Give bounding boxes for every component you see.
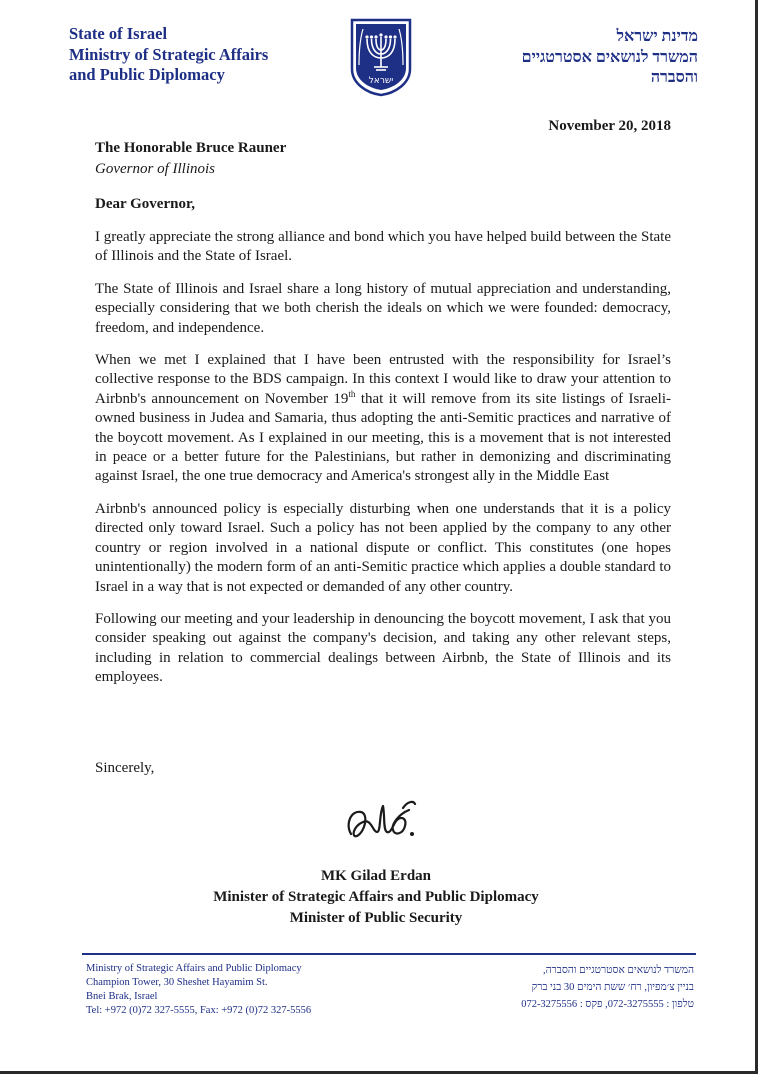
letterhead-english (69, 24, 268, 86)
paragraph-3 (95, 351, 671, 487)
addressee-name: The Honorable Bruce Rauner (95, 140, 287, 156)
letterhead-line-hebrew: והסברה (650, 69, 698, 86)
ordinal-suffix: th (348, 388, 356, 399)
addressee-block (95, 138, 286, 180)
salutation: Dear Governor, (95, 196, 195, 212)
letter-date: November 20, 2018 (548, 118, 671, 134)
footer-line-hebrew: המשרד לנושאים אסטרטגיים והסברה, (542, 965, 694, 976)
footer-line: Ministry of Strategic Affairs and Public Diplomacy (86, 963, 302, 974)
signer-title-2: Minister of Public Security (289, 910, 463, 926)
paragraph-5: Following our meeting and your leadership in denouncing the boycott movement, I ask that you consider speaking out against the company's decision, and taking any other relevant steps, including in relation to commercial dealings between Airbnb, the State of Illinois and its employees. (95, 610, 671, 686)
paragraph-1: I greatly appreciate the strong alliance and bond which you have helped build between the State of Illinois and the State of Israel. (95, 229, 671, 265)
footer-address-hebrew (521, 962, 694, 1013)
paragraph-3-part-1: When we met I explained that I have been entrusted with the responsibility for Israel’s collective response to the BDS campaign. In this context I would like to draw your attention to Airbnb's announcement on November 19 (95, 352, 671, 407)
svg-text:ישראל: ישראל (368, 76, 394, 86)
addressee-title: Governor of Illinois (95, 161, 215, 177)
state-emblem-icon (348, 17, 414, 97)
signer-title-1: Minister of Strategic Affairs and Public Diplomacy (213, 889, 539, 905)
footer-line: Champion Tower, 30 Sheshet Hayamim St. (86, 977, 268, 988)
paragraph-4: Airbnb's announced policy is especially disturbing when one understands that it is a policy directed only toward Israel. Such a policy has not been applied by the company to any other country or region involved in a national dispute or conflict. This constitutes (one hopes unintentionally) the modern form of an anti-Semitic practice which applies a double standard to Israel in a way that is not expected or demanded of any other country. (95, 500, 671, 595)
footer-line-hebrew: טלפון : 072-3275555, פקס : 072-3275556 (521, 999, 694, 1010)
letterhead-line: and Public Diplomacy (69, 65, 225, 84)
letter-body (95, 228, 671, 701)
signature-image (343, 796, 425, 846)
paragraph-3-part-2: that it will remove from its site listings of Israeli-owned business in Judea and Samaria, thus adopting the anti-Semitic practices and narrative of the boycott movement. As I explained in our meeting, this is a movement that is not interested in peace or a better future for the Palestinians, but rather in demonizing and discriminating against Israel, the one true democracy and America's strongest ally in the Middle East (95, 390, 671, 485)
letterhead-line: State of Israel (69, 24, 168, 43)
letterhead-hebrew (522, 27, 698, 89)
letterhead-line-hebrew: מדינת ישראל (616, 28, 698, 45)
letterhead-line: Ministry of Strategic Affairs (69, 44, 269, 64)
closing: Sincerely, (95, 760, 155, 776)
footer-divider (82, 953, 696, 955)
letterhead-line-hebrew: המשרד לנושאים אסטרטגיים (521, 48, 698, 66)
footer-line: Bnei Brak, Israel (86, 991, 158, 1002)
footer-line: Tel: +972 (0)72 327-5555, Fax: +972 (0)72 327-5556 (86, 1005, 312, 1016)
footer-line-hebrew: בניין צ׳מפיון, רח׳ ששת הימים 30 בני ברק (531, 982, 694, 993)
signature-block (0, 866, 758, 929)
paragraph-2: The State of Illinois and Israel share a long history of mutual appreciation and understanding, especially considering that we both cherish the ideals on which we were founded: democracy, freedom, and independence. (95, 280, 671, 336)
signer-name: MK Gilad Erdan (320, 868, 432, 884)
footer-address-english (86, 962, 311, 1018)
